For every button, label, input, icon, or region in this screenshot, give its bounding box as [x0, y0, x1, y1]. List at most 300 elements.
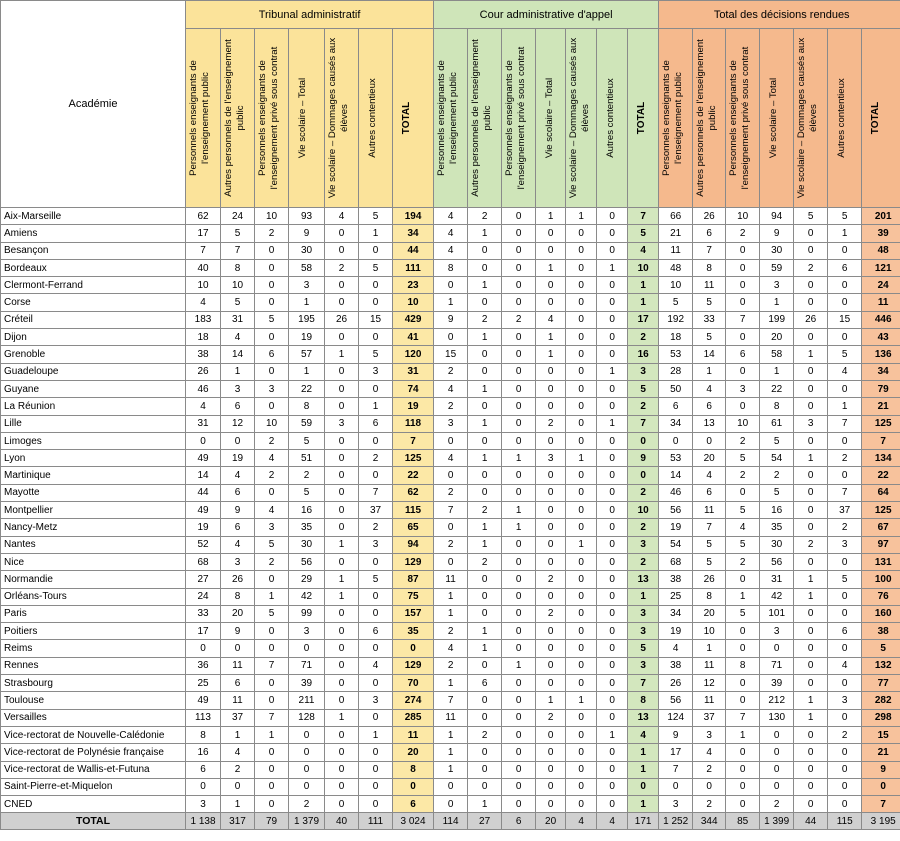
table-cell: 41	[393, 329, 434, 346]
table-cell: 0	[566, 294, 597, 311]
subheader-ta-6	[393, 29, 434, 208]
table-cell: 1	[794, 346, 828, 363]
table-cell: 0	[794, 432, 828, 449]
table-cell: 0	[794, 467, 828, 484]
table-cell: 2	[794, 536, 828, 553]
table-cell: 0	[536, 675, 566, 692]
table-cell: 3	[536, 450, 566, 467]
table-cell: 66	[659, 208, 693, 225]
table-cell: 0	[289, 778, 325, 795]
table-cell: 39	[862, 225, 900, 242]
table-cell: 0	[566, 484, 597, 501]
subheader-label: Vie scolaire – Dommages causés aux élèves	[568, 37, 592, 199]
table-row	[1, 726, 900, 743]
table-cell: 0	[794, 623, 828, 640]
table-cell: 15	[359, 311, 393, 328]
table-cell: 211	[289, 692, 325, 709]
table-cell: 34	[659, 415, 693, 432]
table-cell: 31	[760, 571, 794, 588]
table-cell: 0	[468, 467, 502, 484]
table-cell: 5	[794, 208, 828, 225]
table-cell: 0	[536, 398, 566, 415]
table-cell: 7	[221, 242, 255, 259]
table-cell: 6	[255, 346, 289, 363]
table-cell: 0	[566, 778, 597, 795]
table-cell: 10	[726, 208, 760, 225]
table-cell: 0	[828, 553, 862, 570]
table-cell: 0	[536, 502, 566, 519]
table-cell: 0	[794, 502, 828, 519]
table-cell: 0	[325, 657, 359, 674]
table-cell: 94	[393, 536, 434, 553]
table-cell: 0	[325, 484, 359, 501]
subheader-label: Vie scolaire – Total	[544, 77, 556, 159]
table-cell: 1	[468, 277, 502, 294]
table-cell: 2	[794, 259, 828, 276]
table-cell: 4	[828, 657, 862, 674]
table-cell: 19	[221, 450, 255, 467]
table-cell: 136	[862, 346, 900, 363]
table-cell: 0	[502, 484, 536, 501]
table-cell: 4	[659, 640, 693, 657]
table-cell: 134	[862, 450, 900, 467]
table-cell: 5	[828, 571, 862, 588]
table-cell: 160	[862, 605, 900, 622]
subheader-total-5	[828, 29, 862, 208]
table-cell: 1	[536, 329, 566, 346]
table-cell: 0	[597, 311, 628, 328]
table-row	[1, 623, 900, 640]
group-total-decisions: Total des décisions rendues	[659, 1, 900, 29]
table-cell: 59	[289, 415, 325, 432]
table-cell: 0	[325, 294, 359, 311]
table-cell: 2	[255, 225, 289, 242]
subheader-total-3	[760, 29, 794, 208]
academie-name: Guadeloupe	[1, 363, 186, 380]
table-cell: 26	[794, 311, 828, 328]
table-cell: 1	[434, 761, 468, 778]
table-row	[1, 519, 900, 536]
table-cell: 8	[393, 761, 434, 778]
table-cell: 0	[502, 588, 536, 605]
table-cell: 4	[255, 502, 289, 519]
table-cell: 183	[186, 311, 221, 328]
table-cell: 4	[325, 208, 359, 225]
table-cell: 5	[628, 640, 659, 657]
table-cell: 0	[502, 380, 536, 397]
table-body	[1, 208, 900, 813]
table-cell: 0	[597, 225, 628, 242]
table-cell: 2	[434, 657, 468, 674]
table-cell: 3	[221, 380, 255, 397]
table-cell: 0	[794, 553, 828, 570]
table-cell: 0	[359, 761, 393, 778]
table-cell: 0	[221, 640, 255, 657]
table-cell: 0	[566, 311, 597, 328]
table-row	[1, 415, 900, 432]
table-cell: 0	[566, 380, 597, 397]
table-cell: 11	[693, 277, 726, 294]
table-cell: 1	[325, 709, 359, 726]
table-cell: 30	[760, 242, 794, 259]
table-cell: 0	[255, 571, 289, 588]
table-cell: 10	[255, 415, 289, 432]
table-cell: 0	[794, 519, 828, 536]
table-cell: 9	[221, 502, 255, 519]
table-cell: 8	[221, 588, 255, 605]
table-cell: 274	[393, 692, 434, 709]
table-cell: 7	[359, 484, 393, 501]
table-cell: 22	[760, 380, 794, 397]
table-cell: 0	[468, 294, 502, 311]
table-cell: 37	[828, 502, 862, 519]
table-cell: 0	[566, 744, 597, 761]
table-cell: 0	[726, 761, 760, 778]
table-cell: 0	[828, 640, 862, 657]
table-cell: 0	[536, 588, 566, 605]
table-cell: 8	[221, 259, 255, 276]
subheader-caa-2	[502, 29, 536, 208]
table-cell: 0	[325, 450, 359, 467]
table-cell: 2	[693, 796, 726, 813]
table-cell: 93	[289, 208, 325, 225]
total-cell: 40	[325, 813, 359, 830]
table-cell: 0	[393, 640, 434, 657]
table-cell: 10	[628, 502, 659, 519]
table-cell: 0	[468, 346, 502, 363]
table-cell: 0	[628, 432, 659, 449]
table-cell: 0	[794, 484, 828, 501]
table-cell: 0	[597, 467, 628, 484]
table-cell: 1	[468, 329, 502, 346]
table-cell: 0	[325, 761, 359, 778]
table-cell: 0	[566, 726, 597, 743]
table-cell: 446	[862, 311, 900, 328]
table-cell: 1	[434, 605, 468, 622]
table-cell: 17	[186, 225, 221, 242]
table-cell: 79	[862, 380, 900, 397]
table-cell: 0	[536, 623, 566, 640]
academie-name: Guyane	[1, 380, 186, 397]
table-cell: 2	[434, 623, 468, 640]
table-cell: 10	[628, 259, 659, 276]
table-cell: 0	[597, 208, 628, 225]
table-cell: 68	[186, 553, 221, 570]
table-cell: 13	[693, 415, 726, 432]
table-cell: 0	[255, 363, 289, 380]
table-cell: 0	[726, 363, 760, 380]
table-cell: 3	[289, 623, 325, 640]
table-cell: 5	[359, 571, 393, 588]
table-cell: 71	[289, 657, 325, 674]
table-cell: 0	[597, 380, 628, 397]
table-cell: 2	[468, 553, 502, 570]
table-cell: 5	[221, 294, 255, 311]
table-cell: 0	[566, 605, 597, 622]
table-cell: 20	[221, 605, 255, 622]
table-row	[1, 363, 900, 380]
table-row	[1, 450, 900, 467]
table-cell: 1	[468, 519, 502, 536]
table-cell: 1	[566, 536, 597, 553]
table-cell: 2	[628, 553, 659, 570]
table-cell: 39	[760, 675, 794, 692]
table-cell: 0	[325, 398, 359, 415]
subheader-label: TOTAL	[636, 101, 648, 135]
table-cell: 4	[434, 450, 468, 467]
table-row	[1, 709, 900, 726]
table-cell: 6	[828, 259, 862, 276]
table-row	[1, 536, 900, 553]
table-cell: 0	[325, 605, 359, 622]
subheader-label: TOTAL	[401, 101, 412, 135]
table-cell: 1	[536, 208, 566, 225]
table-cell: 0	[359, 588, 393, 605]
table-cell: 0	[536, 432, 566, 449]
academie-name: Montpellier	[1, 502, 186, 519]
table-row	[1, 277, 900, 294]
table-cell: 0	[359, 778, 393, 795]
table-cell: 52	[186, 536, 221, 553]
table-cell: 5	[726, 536, 760, 553]
table-cell: 6	[221, 484, 255, 501]
table-cell: 0	[536, 553, 566, 570]
table-cell: 7	[828, 415, 862, 432]
table-cell: 36	[186, 657, 221, 674]
total-cell: 1 399	[760, 813, 794, 830]
table-cell: 20	[693, 605, 726, 622]
table-cell: 1	[566, 692, 597, 709]
total-cell: 79	[255, 813, 289, 830]
table-cell: 4	[186, 294, 221, 311]
table-cell: 1	[502, 657, 536, 674]
table-cell: 4	[628, 242, 659, 259]
table-cell: 7	[862, 796, 900, 813]
table-cell: 1	[628, 588, 659, 605]
subheader-total-6	[862, 29, 900, 208]
table-cell: 0	[468, 778, 502, 795]
table-cell: 68	[659, 553, 693, 570]
table-cell: 192	[659, 311, 693, 328]
table-cell: 0	[566, 432, 597, 449]
table-cell: 5	[255, 311, 289, 328]
academie-name: Saint-Pierre-et-Miquelon	[1, 778, 186, 795]
table-cell: 22	[393, 467, 434, 484]
table-cell: 0	[221, 432, 255, 449]
table-cell: 100	[862, 571, 900, 588]
table-cell: 0	[289, 640, 325, 657]
table-cell: 0	[828, 796, 862, 813]
table-cell: 0	[359, 605, 393, 622]
table-cell: 0	[566, 398, 597, 415]
table-cell: 0	[794, 675, 828, 692]
table-cell: 0	[726, 329, 760, 346]
table-row	[1, 311, 900, 328]
table-cell: 10	[393, 294, 434, 311]
table-cell: 35	[289, 519, 325, 536]
group-header-row	[1, 1, 900, 29]
table-cell: 7	[255, 709, 289, 726]
table-cell: 7	[659, 761, 693, 778]
academie-name: Bordeaux	[1, 259, 186, 276]
table-cell: 70	[393, 675, 434, 692]
table-cell: 57	[289, 346, 325, 363]
table-cell: 19	[393, 398, 434, 415]
table-cell: 0	[255, 294, 289, 311]
table-cell: 2	[628, 519, 659, 536]
subheader-label: Autres contentieux	[836, 78, 848, 158]
table-cell: 0	[468, 605, 502, 622]
table-cell: 0	[289, 761, 325, 778]
academie-name: Limoges	[1, 432, 186, 449]
table-cell: 0	[566, 709, 597, 726]
academie-name: Grenoble	[1, 346, 186, 363]
table-cell: 0	[502, 692, 536, 709]
table-cell: 5	[726, 502, 760, 519]
table-cell: 29	[289, 571, 325, 588]
table-row	[1, 778, 900, 795]
table-cell: 1	[502, 450, 536, 467]
table-cell: 8	[186, 726, 221, 743]
academie-name: Vice-rectorat de Polynésie française	[1, 744, 186, 761]
table-cell: 10	[726, 415, 760, 432]
table-cell: 1	[502, 502, 536, 519]
table-cell: 2	[255, 467, 289, 484]
table-cell: 0	[325, 553, 359, 570]
table-row	[1, 571, 900, 588]
table-cell: 0	[597, 502, 628, 519]
total-cell: 27	[468, 813, 502, 830]
table-cell: 21	[862, 398, 900, 415]
table-row	[1, 553, 900, 570]
table-cell: 30	[289, 242, 325, 259]
table-cell: 5	[862, 640, 900, 657]
table-cell: 11	[221, 657, 255, 674]
table-cell: 2	[536, 571, 566, 588]
table-cell: 0	[255, 329, 289, 346]
table-cell: 0	[536, 277, 566, 294]
table-cell: 0	[255, 277, 289, 294]
table-cell: 4	[536, 311, 566, 328]
total-cell: 1 138	[186, 813, 221, 830]
table-cell: 0	[828, 380, 862, 397]
table-cell: 0	[828, 675, 862, 692]
table-cell: 11	[693, 502, 726, 519]
table-cell: 3	[434, 415, 468, 432]
academie-name: Martinique	[1, 467, 186, 484]
table-cell: 0	[597, 242, 628, 259]
table-cell: 3	[255, 519, 289, 536]
table-cell: 18	[186, 329, 221, 346]
total-cell: 3 024	[393, 813, 434, 830]
table-cell: 22	[289, 380, 325, 397]
table-cell: 3	[628, 363, 659, 380]
table-cell: 0	[502, 761, 536, 778]
table-cell: 2	[726, 432, 760, 449]
table-cell: 0	[597, 692, 628, 709]
table-cell: 0	[566, 259, 597, 276]
table-cell: 0	[828, 294, 862, 311]
table-cell: 11	[659, 242, 693, 259]
table-cell: 4	[693, 467, 726, 484]
table-cell: 0	[794, 761, 828, 778]
table-cell: 1	[434, 744, 468, 761]
table-cell: 1	[628, 761, 659, 778]
table-cell: 4	[221, 536, 255, 553]
table-cell: 285	[393, 709, 434, 726]
table-cell: 8	[289, 398, 325, 415]
table-cell: 2	[221, 761, 255, 778]
table-cell: 0	[566, 761, 597, 778]
table-cell: 0	[434, 553, 468, 570]
table-cell: 2	[628, 329, 659, 346]
table-cell: 0	[502, 467, 536, 484]
table-cell: 1	[597, 363, 628, 380]
table-cell: 12	[221, 415, 255, 432]
table-cell: 1	[502, 519, 536, 536]
table-cell: 0	[828, 605, 862, 622]
table-cell: 1	[760, 294, 794, 311]
academie-name: Orléans-Tours	[1, 588, 186, 605]
table-cell: 4	[693, 380, 726, 397]
table-cell: 87	[393, 571, 434, 588]
table-cell: 13	[628, 571, 659, 588]
table-cell: 0	[566, 363, 597, 380]
table-cell: 0	[597, 277, 628, 294]
table-cell: 0	[325, 432, 359, 449]
table-cell: 1	[536, 259, 566, 276]
table-cell: 1	[325, 346, 359, 363]
table-cell: 2	[255, 553, 289, 570]
total-cell: 171	[628, 813, 659, 830]
table-cell: 62	[186, 208, 221, 225]
subheader-total-0	[659, 29, 693, 208]
table-cell: 11	[693, 692, 726, 709]
table-cell: 2	[628, 484, 659, 501]
table-cell: 51	[289, 450, 325, 467]
table-cell: 0	[502, 553, 536, 570]
table-cell: 24	[186, 588, 221, 605]
subheader-total-4	[794, 29, 828, 208]
table-cell: 0	[325, 329, 359, 346]
total-cell: 1 379	[289, 813, 325, 830]
table-cell: 0	[536, 225, 566, 242]
table-cell: 19	[659, 623, 693, 640]
table-cell: 1	[794, 692, 828, 709]
academie-name: La Réunion	[1, 398, 186, 415]
table-cell: 1	[468, 623, 502, 640]
table-cell: 6	[828, 623, 862, 640]
table-cell: 1	[468, 450, 502, 467]
table-cell: 0	[502, 242, 536, 259]
table-cell: 6	[393, 796, 434, 813]
table-cell: 0	[325, 675, 359, 692]
table-cell: 0	[468, 259, 502, 276]
table-cell: 1	[828, 398, 862, 415]
table-cell: 2	[468, 208, 502, 225]
table-cell: 0	[597, 571, 628, 588]
table-cell: 0	[325, 623, 359, 640]
table-cell: 0	[289, 726, 325, 743]
table-cell: 0	[794, 605, 828, 622]
table-cell: 129	[393, 657, 434, 674]
table-cell: 0	[566, 553, 597, 570]
table-cell: 0	[597, 675, 628, 692]
table-cell: 8	[434, 259, 468, 276]
table-cell: 0	[566, 623, 597, 640]
subheader-caa-6	[628, 29, 659, 208]
table-cell: 0	[536, 726, 566, 743]
